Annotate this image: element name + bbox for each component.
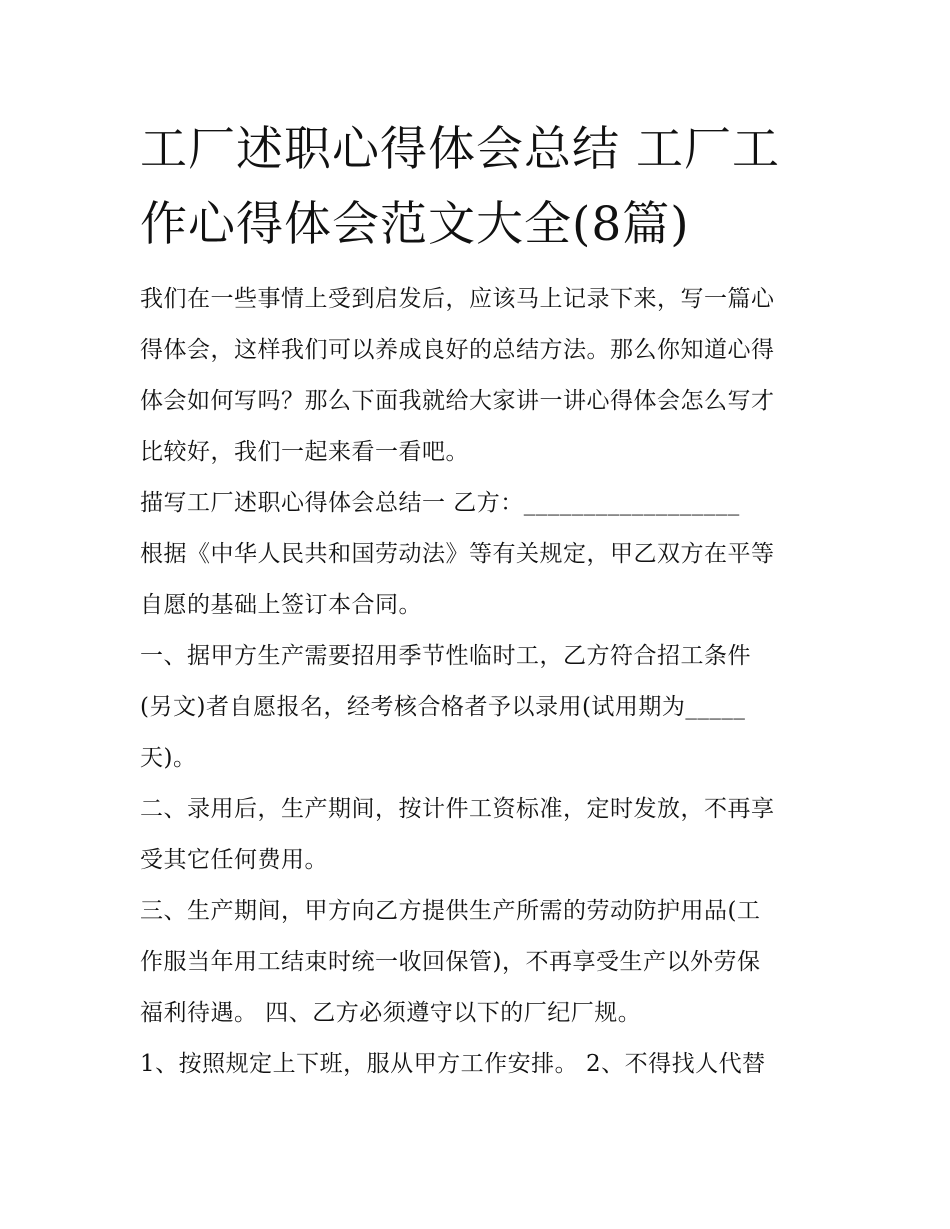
text-line: 描写工厂述职心得体会总结一 乙方：__________________ — [140, 490, 740, 516]
text-line: 我们在一些事情上受到启发后，应该马上记录下来，写一篇心 — [140, 286, 775, 312]
text-line: 一、据甲方生产需要招用季节性临时工，乙方符合招工条件 — [140, 643, 751, 669]
text-line: 1、按照规定上下班，服从甲方工作安排。 2、不得找人代替 — [140, 1051, 766, 1077]
title-line-2: 作心得体会范文大全(8篇) — [140, 197, 690, 252]
document-title — [140, 112, 815, 262]
text-line: 根据《中华人民共和国劳动法》等有关规定，甲乙双方在平等 — [140, 541, 775, 567]
clause-one-paragraph — [140, 631, 815, 784]
text-line: 得体会，这样我们可以养成良好的总结方法。那么你知道心得 — [140, 337, 775, 363]
text-line: (另文)者自愿报名，经考核合格者予以录用(试用期为_____ — [140, 694, 746, 720]
text-line: 体会如何写吗？那么下面我就给大家讲一讲心得体会怎么写才 — [140, 388, 775, 414]
intro-paragraph — [140, 274, 815, 478]
text-line: 二、录用后，生产期间，按计件工资标准，定时发放，不再享 — [140, 796, 775, 822]
title-line-1: 工厂述职心得体会总结 工厂工 — [140, 122, 780, 177]
rules-paragraph — [140, 1039, 815, 1090]
text-line: 比较好，我们一起来看一看吧。 — [140, 439, 469, 465]
text-line: 受其它任何费用。 — [140, 847, 328, 873]
legal-basis-paragraph — [140, 529, 815, 631]
clause-two-paragraph — [140, 784, 815, 886]
clause-three-paragraph — [140, 886, 815, 1039]
text-line: 作服当年用工结束时统一收回保管)，不再享受生产以外劳保 — [140, 949, 761, 975]
text-line: 福利待遇。 四、乙方必须遵守以下的厂纪厂规。 — [140, 1000, 642, 1026]
text-line: 自愿的基础上签订本合同。 — [140, 592, 422, 618]
section-heading-paragraph — [140, 478, 815, 529]
text-line: 三、生产期间，甲方向乙方提供生产所需的劳动防护用品(工 — [140, 898, 761, 924]
text-line: 天)。 — [140, 745, 197, 771]
